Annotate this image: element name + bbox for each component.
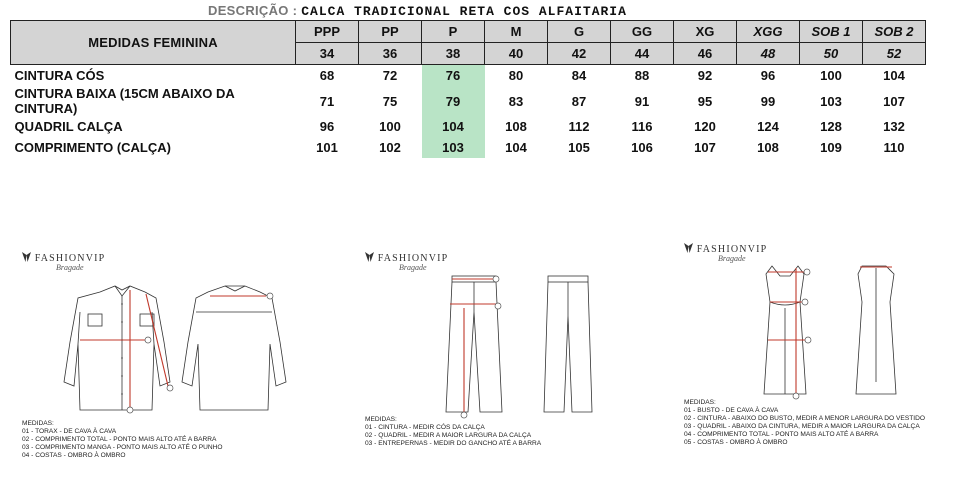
table-cell: 72: [359, 65, 422, 87]
brand-logo: [684, 243, 767, 263]
size-number: 38: [422, 43, 485, 65]
row-label: COMPRIMENTO (CALÇA): [11, 137, 296, 158]
size-label: XG: [674, 21, 737, 43]
note-item: 05 - COSTAS - OMBRO À OMBRO: [684, 439, 788, 446]
note-item: 02 - COMPRIMENTO TOTAL - PONTO MAIS ALTO ATÉ A BARRA: [22, 436, 217, 443]
table-row: [11, 65, 926, 87]
table-cell: 101: [296, 137, 359, 158]
table-cell: 112: [548, 116, 611, 137]
note-item: 03 - ENTREPERNAS - MEDIR DO GANCHO ATÉ A BARRA: [365, 440, 542, 447]
size-label: SOB 1: [800, 21, 863, 43]
shirt-notes: [22, 420, 223, 460]
table-row: [11, 86, 926, 116]
brand-name: FASHIONVIP: [34, 253, 106, 264]
brand-mark-icon: [22, 252, 31, 262]
size-number: 42: [548, 43, 611, 65]
row-label: QUADRIL CALÇA: [11, 116, 296, 137]
table-cell: 75: [359, 86, 422, 116]
table-cell: 103: [800, 86, 863, 116]
size-number: 52: [863, 43, 926, 65]
brand-name: FASHIONVIP: [377, 253, 449, 264]
size-number: 46: [674, 43, 737, 65]
table-cell: 124: [737, 116, 800, 137]
pants-illustration-icon: [440, 272, 600, 422]
table-cell: 106: [611, 137, 674, 158]
shirt-illustration-icon: [60, 282, 300, 417]
table-cell: 71: [296, 86, 359, 116]
note-item: 04 - COMPRIMENTO TOTAL - PONTO MAIS ALTO ATÉ A BARRA: [684, 431, 879, 438]
size-label: P: [422, 21, 485, 43]
table-cell: 100: [359, 116, 422, 137]
table-cell: 96: [737, 65, 800, 87]
table-cell: 84: [548, 65, 611, 87]
table-cell: 95: [674, 86, 737, 116]
table-cell: 92: [674, 65, 737, 87]
note-item: 01 - CINTURA - MEDIR CÓS DA CALÇA: [365, 424, 485, 431]
table-cell: 104: [863, 65, 926, 87]
size-label: M: [485, 21, 548, 43]
size-number: 48: [737, 43, 800, 65]
table-cell: 120: [674, 116, 737, 137]
note-item: 02 - CINTURA - ABAIXO DO BUSTO, MEDIR A MENOR LARGURA DO VESTIDO: [684, 415, 925, 422]
description-value: CALCA TRADICIONAL RETA COS ALFAITARIA: [301, 4, 627, 19]
brand-signature: Bragade: [718, 254, 746, 263]
note-item: 01 - TORAX - DE CAVA À CAVA: [22, 428, 117, 435]
brand-mark-icon: [684, 243, 693, 253]
table-cell: 116: [611, 116, 674, 137]
note-item: 03 - QUADRIL - ABAIXO DA CINTURA, MEDIR A MAIOR LARGURA DA CALÇA: [684, 423, 920, 430]
dress-illustration-icon: [750, 262, 920, 402]
brand-name: FASHIONVIP: [696, 244, 768, 255]
note-item: 02 - QUADRIL - MEDIR A MAIOR LARGURA DA CALÇA: [365, 432, 532, 439]
table-cell: 88: [611, 65, 674, 87]
size-header-row: [11, 21, 926, 43]
table-cell-highlight: 103: [422, 137, 485, 158]
pants-notes: [365, 416, 541, 448]
note-item: 03 - COMPRIMENTO MANGA - PONTO MAIS ALTO ATÉ O PUNHO: [22, 444, 223, 451]
table-cell: 96: [296, 116, 359, 137]
row-label: CINTURA CÓS: [11, 65, 296, 87]
table-cell: 91: [611, 86, 674, 116]
table-cell: 107: [674, 137, 737, 158]
brand-logo: [22, 252, 105, 272]
table-row: [11, 137, 926, 158]
size-label: SOB 2: [863, 21, 926, 43]
table-cell: 108: [485, 116, 548, 137]
table-cell: 110: [863, 137, 926, 158]
table-cell-highlight: 79: [422, 86, 485, 116]
table-cell: 108: [737, 137, 800, 158]
table-cell: 105: [548, 137, 611, 158]
notes-heading: MEDIDAS:: [684, 399, 716, 406]
table-cell: 102: [359, 137, 422, 158]
table-header-label: MEDIDAS FEMININA: [11, 21, 296, 65]
notes-heading: MEDIDAS:: [22, 420, 54, 427]
size-label: PPP: [296, 21, 359, 43]
size-number: 36: [359, 43, 422, 65]
size-number: 34: [296, 43, 359, 65]
table-cell: 83: [485, 86, 548, 116]
table-cell: 132: [863, 116, 926, 137]
table-cell-highlight: 76: [422, 65, 485, 87]
table-cell-highlight: 104: [422, 116, 485, 137]
brand-mark-icon: [365, 252, 374, 262]
row-label: CINTURA BAIXA (15CM ABAIXO DA CINTURA): [11, 86, 296, 116]
size-table: [10, 20, 926, 158]
table-cell: 128: [800, 116, 863, 137]
table-cell: 87: [548, 86, 611, 116]
size-label: G: [548, 21, 611, 43]
description-title: [208, 3, 627, 19]
table-cell: 100: [800, 65, 863, 87]
notes-heading: MEDIDAS:: [365, 416, 397, 423]
size-number: 40: [485, 43, 548, 65]
brand-signature: Bragade: [399, 263, 427, 272]
dress-notes: [684, 399, 925, 447]
table-cell: 109: [800, 137, 863, 158]
size-number: 44: [611, 43, 674, 65]
table-row: [11, 116, 926, 137]
size-number: 50: [800, 43, 863, 65]
brand-signature: Bragade: [56, 263, 84, 272]
size-label: GG: [611, 21, 674, 43]
table-cell: 68: [296, 65, 359, 87]
table-cell: 80: [485, 65, 548, 87]
table-cell: 107: [863, 86, 926, 116]
size-label: PP: [359, 21, 422, 43]
note-item: 01 - BUSTO - DE CAVA À CAVA: [684, 407, 779, 414]
brand-logo: [365, 252, 448, 272]
table-cell: 99: [737, 86, 800, 116]
description-label: DESCRIÇÃO :: [208, 3, 298, 18]
note-item: 04 - COSTAS - OMBRO À OMBRO: [22, 452, 126, 459]
size-label: XGG: [737, 21, 800, 43]
table-cell: 104: [485, 137, 548, 158]
